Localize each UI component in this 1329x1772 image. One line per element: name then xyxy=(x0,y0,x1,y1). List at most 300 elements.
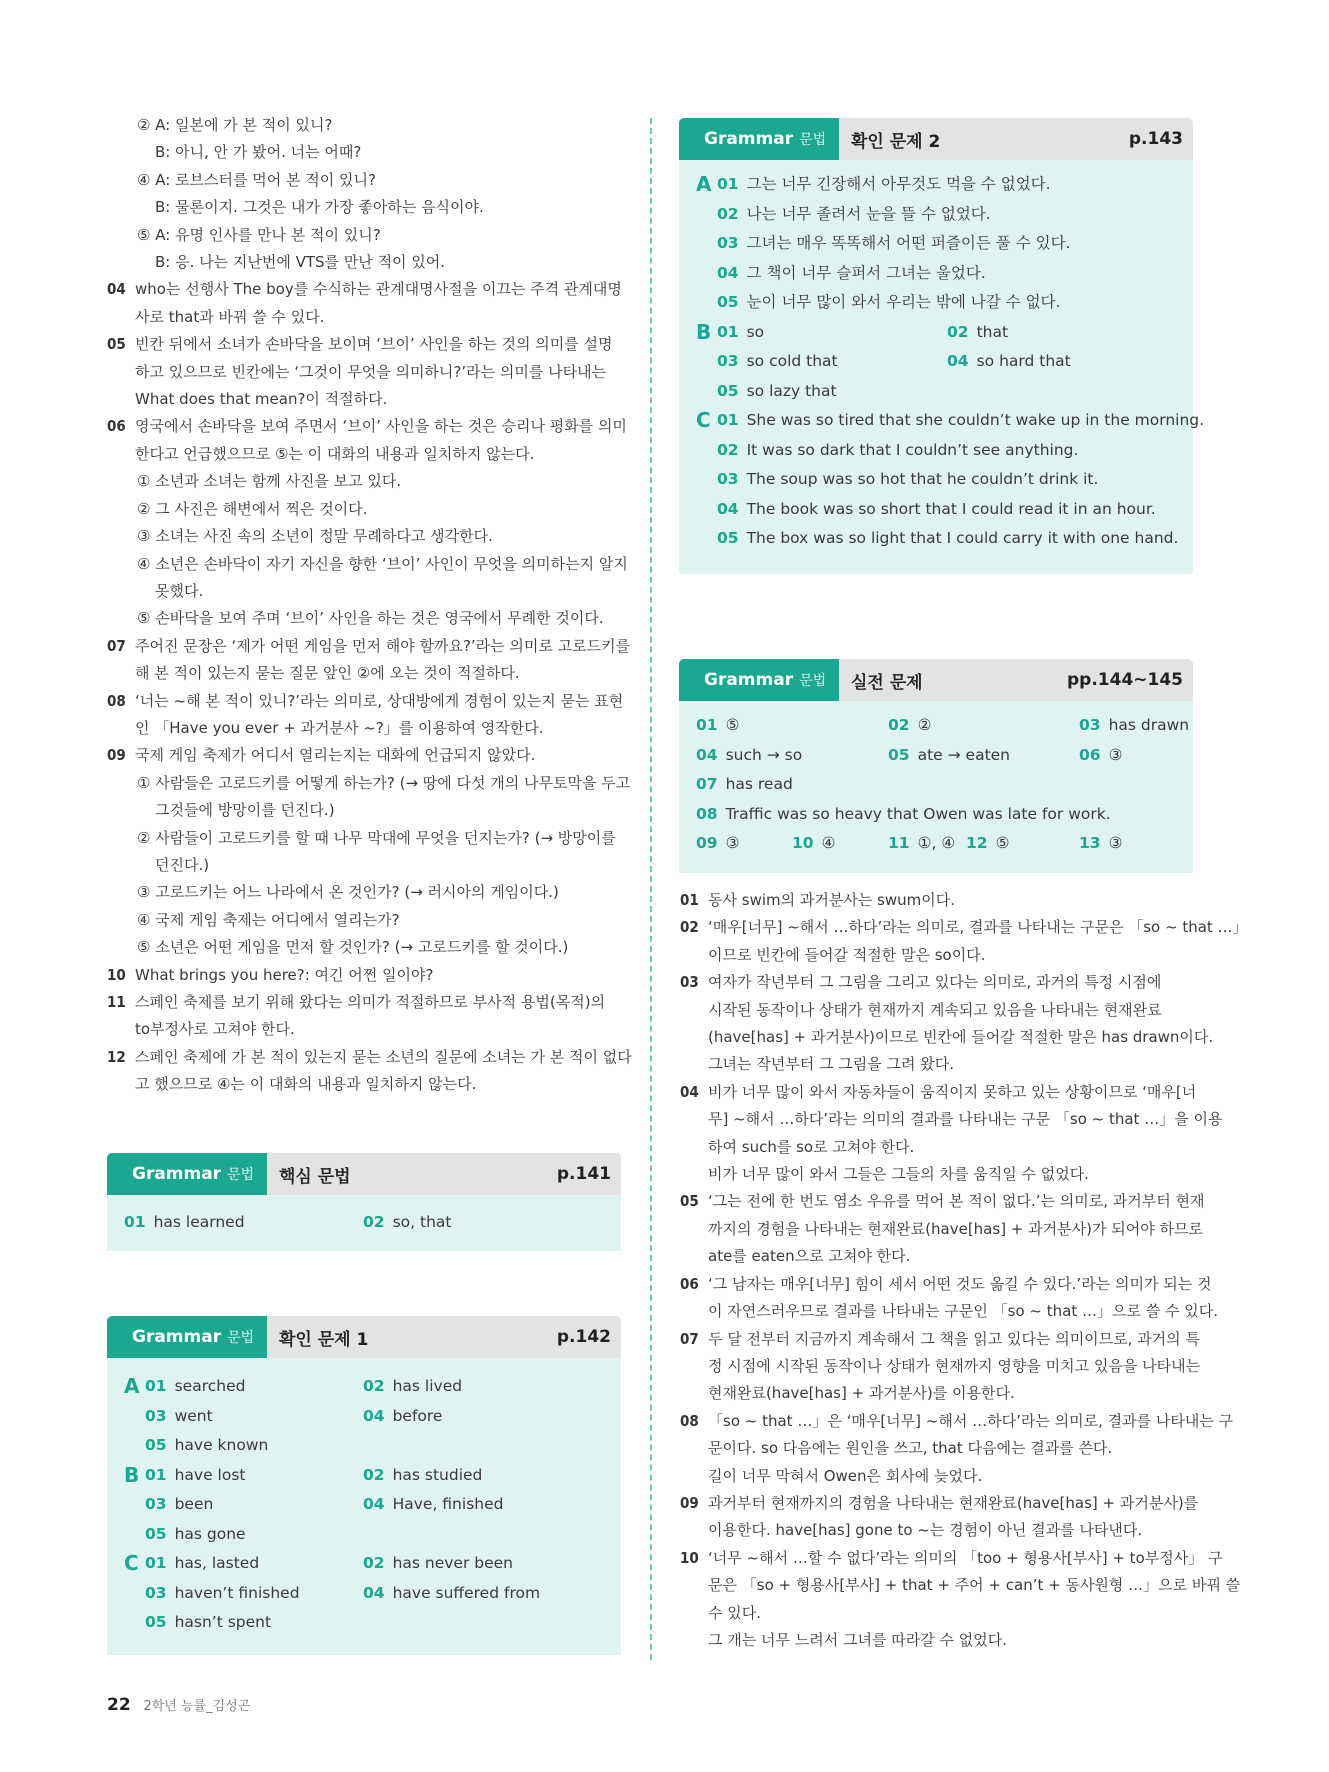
answer-item: 01 has learned xyxy=(124,1213,245,1231)
answer-text: 그녀는 작년부터 그 그림을 그려 왔다. xyxy=(708,1055,954,1074)
answer-text: ‘너는 ~해 본 적이 있니?’라는 의미로, 상대방에게 경험이 있는지 묻는 표현 xyxy=(135,691,624,710)
item-text: searched xyxy=(174,1377,246,1395)
answer-text: ④ 국제 게임 축제는 어디에서 열리는가? xyxy=(137,910,400,929)
section-label: C xyxy=(124,1551,139,1575)
answer-line xyxy=(680,1298,1219,1325)
answer-item xyxy=(145,1549,259,1579)
item-text: ①, ④ xyxy=(917,834,956,852)
question-number: 10 xyxy=(107,965,126,984)
item-text: has, lasted xyxy=(174,1554,260,1572)
item-text: The soup was so hot that he couldn’t drink it. xyxy=(746,470,1099,488)
answer-text: ‘그는 전에 한 번도 염소 우유를 먹어 본 적이 없다.’는 의미로, 과거부터 현재 xyxy=(708,1192,1205,1211)
answer-line xyxy=(680,1408,1234,1435)
answer-line xyxy=(680,1463,1195,1490)
item-text: have suffered from xyxy=(392,1583,541,1602)
answer-item xyxy=(363,1461,482,1491)
answer-line xyxy=(107,551,628,578)
answer-text: 길이 너무 막혀서 Owen은 회사에 늦었다. xyxy=(708,1466,983,1485)
question-number: 07 xyxy=(107,636,126,655)
answer-text: 사로 that과 바꿔 쓸 수 있다. xyxy=(135,307,325,326)
answer-row xyxy=(679,465,1193,495)
item-text: She was so tired that she couldn’t wake up in the morning. xyxy=(746,411,1205,429)
item-number: 01 xyxy=(717,175,739,193)
answer-line xyxy=(107,523,622,550)
answer-line xyxy=(680,1271,1212,1298)
answer-line xyxy=(107,1071,622,1098)
answer-line xyxy=(680,1243,1195,1270)
item-number: 03 xyxy=(717,234,739,252)
answer-item xyxy=(363,1549,513,1579)
answer-item xyxy=(966,829,1009,859)
item-text: ate → eaten xyxy=(917,745,1011,764)
page-footer xyxy=(107,1695,250,1715)
answer-text: 그것들에 방망이를 던진다.) xyxy=(155,801,335,820)
answer-item xyxy=(888,741,1010,771)
answer-item xyxy=(717,229,1070,259)
item-text: haven’t finished xyxy=(174,1583,300,1602)
answer-row xyxy=(679,770,1193,800)
answer-item xyxy=(717,524,1178,554)
item-number: 04 xyxy=(363,1495,385,1513)
question-number: 08 xyxy=(680,1411,699,1430)
box-check-2 xyxy=(679,118,1205,574)
answer-line xyxy=(107,715,622,742)
answer-item xyxy=(888,711,931,741)
item-number: 05 xyxy=(717,293,739,311)
item-number: 08 xyxy=(696,804,718,823)
answer-item xyxy=(717,495,1156,525)
answer-text: 해 본 적이 있는지 묻는 질문 앞인 ②에 오는 것이 적절하다. xyxy=(135,664,520,683)
answer-line xyxy=(107,879,622,906)
section-label: A xyxy=(124,1374,140,1398)
answer-text: 못했다. xyxy=(155,581,204,600)
item-number: 02 xyxy=(363,1554,385,1572)
answer-line xyxy=(107,304,622,331)
question-number: 08 xyxy=(107,691,126,710)
answer-item xyxy=(717,406,1204,436)
item-text: 그 책이 너무 슬퍼서 그녀는 울었다. xyxy=(746,263,986,282)
box-check-1 xyxy=(107,1316,621,1655)
box-header xyxy=(679,118,1193,160)
item-number: 03 xyxy=(717,470,739,488)
answer-line xyxy=(680,969,1195,996)
item-number: 03 xyxy=(145,1406,167,1425)
answer-text: ② 그 사진은 해변에서 찍은 것이다. xyxy=(137,499,368,518)
item-number: 05 xyxy=(717,529,739,547)
column-divider xyxy=(650,118,652,1660)
answer-text: 한다고 언급했으므로 ⑤는 이 대화의 내용과 일치하지 않는다. xyxy=(135,444,535,463)
answer-text: who는 선행사 The boy를 수식하는 관계대명사절을 이끄는 주격 관계대명 xyxy=(135,280,622,299)
answer-item xyxy=(363,1579,540,1609)
item-number: 11 xyxy=(888,834,910,852)
box-header xyxy=(107,1153,621,1195)
answer-line xyxy=(107,194,622,221)
answer-text: 스페인 축제에 가 본 적이 있는지 묻는 소년의 질문에 소녀는 가 본 적이 없다 xyxy=(135,1047,632,1066)
answer-line xyxy=(107,1044,632,1071)
answer-item xyxy=(947,347,1071,377)
item-text: ④ xyxy=(821,834,836,852)
box-header xyxy=(679,659,1193,701)
item-number: 02 xyxy=(363,1377,385,1395)
answer-text: ‘그 남자는 매우[너무] 힘이 세서 어떤 것도 옮길 수 있다.’라는 의미가 되는 것 xyxy=(708,1274,1212,1293)
box-page-ref: p.142 xyxy=(556,1327,611,1347)
answer-item xyxy=(363,1372,462,1402)
item-number: 04 xyxy=(947,352,969,370)
section-label: A xyxy=(696,172,712,196)
item-text: so lazy that xyxy=(746,381,837,400)
answer-line xyxy=(107,934,622,961)
answer-line xyxy=(107,249,622,276)
box-title: 확인 문제 1 xyxy=(279,1329,369,1350)
section-label: B xyxy=(124,1462,140,1487)
answer-row xyxy=(679,170,1193,200)
item-text: has drawn xyxy=(1108,716,1190,734)
question-number: 03 xyxy=(680,973,699,992)
box-title: 실전 문제 xyxy=(851,672,923,693)
question-number: 04 xyxy=(107,280,126,299)
item-number: 03 xyxy=(717,352,739,370)
answer-item xyxy=(145,1431,268,1461)
answer-text: ⑤ 소년은 어떤 게임을 먼저 할 것인가? (→ 고로드키를 할 것이다.) xyxy=(137,938,569,957)
footer-text: 2학년 능률_김성곤 xyxy=(143,1699,251,1714)
answer-row xyxy=(679,406,1205,436)
answer-row xyxy=(679,288,1193,318)
answer-line xyxy=(680,887,1195,914)
item-number: 01 xyxy=(696,716,718,734)
answer-line xyxy=(107,688,622,715)
item-text: has gone xyxy=(174,1524,246,1543)
answer-line xyxy=(107,962,622,989)
answer-text: 국제 게임 축제가 어디서 열리는지는 대화에 언급되지 않았다. xyxy=(135,746,536,765)
answer-line xyxy=(680,1216,1203,1243)
item-text: so xyxy=(746,322,765,341)
answer-item xyxy=(696,770,793,800)
answer-text: 고 했으므로 ④는 이 대화의 내용과 일치하지 않는다. xyxy=(135,1075,477,1094)
answer-row xyxy=(107,1402,621,1432)
answer-text: 현재완료(have[has] + 과거분사)를 이용한다. xyxy=(708,1384,1015,1403)
answer-text: 영국에서 손바닥을 보여 주면서 ‘브이’ 사인을 하는 것은 승리나 평화를 의미 xyxy=(135,417,627,436)
answer-line xyxy=(680,1600,1195,1627)
item-text: that xyxy=(976,322,1009,341)
question-number: 10 xyxy=(680,1548,699,1567)
answer-line xyxy=(107,578,622,605)
item-text: ② xyxy=(917,716,932,734)
answer-item xyxy=(888,829,955,859)
item-text: so cold that xyxy=(746,352,838,370)
answer-text: 빈칸 뒤에서 소녀가 손바닥을 보이며 ‘브이’ 사인을 하는 것의 의미를 설명 xyxy=(135,335,613,354)
question-number: 09 xyxy=(107,746,126,765)
item-text: The book was so short that I could read it in an hour. xyxy=(746,499,1156,518)
answer-line xyxy=(680,1106,1223,1133)
item-text: have lost xyxy=(174,1465,246,1484)
answer-line xyxy=(680,1490,1199,1517)
item-text: The box was so light that I could carry it with one hand. xyxy=(746,529,1179,547)
answer-line xyxy=(107,139,622,166)
answer-line xyxy=(107,413,627,440)
question-number: 06 xyxy=(107,417,126,436)
answer-line xyxy=(107,852,622,879)
answer-text: ⑤ A: 유명 인사를 만나 본 적이 있니? xyxy=(137,225,381,244)
answer-row xyxy=(107,1208,621,1238)
answer-line xyxy=(107,660,622,687)
answer-text: 수 있다. xyxy=(708,1603,762,1622)
answer-item xyxy=(792,829,835,859)
item-number: 05 xyxy=(145,1436,167,1454)
item-number: 04 xyxy=(363,1583,385,1602)
box-body xyxy=(679,160,1205,574)
section-label: B xyxy=(696,319,712,344)
answer-text: 던진다.) xyxy=(155,855,210,874)
grammar-tag: Grammar 문법 xyxy=(679,118,839,160)
answer-text: (have[has] + 과거분사)이므로 빈칸에 들어갈 적절한 말은 has drawn이다. xyxy=(708,1028,1214,1047)
item-number: 02 xyxy=(947,322,969,341)
answer-item xyxy=(696,829,739,859)
item-text: ③ xyxy=(1108,834,1123,852)
answer-text: ⑤ 손바닥을 보여 주며 ‘브이’ 사인을 하는 것은 영국에서 무례한 것이다. xyxy=(137,609,604,628)
item-text: 그는 너무 긴장해서 아무것도 먹을 수 없었다. xyxy=(746,175,1051,193)
item-number: 07 xyxy=(696,775,718,793)
item-number: 12 xyxy=(966,834,988,852)
answer-item xyxy=(717,318,764,348)
answer-text: B: 아니, 안 가 봤어. 너는 어때? xyxy=(155,143,362,162)
answer-line xyxy=(107,770,631,797)
item-text: have known xyxy=(174,1436,269,1454)
answer-text: 인 「Have you ever + 과거분사 ~?」를 이용하여 영작한다. xyxy=(135,718,544,737)
section-label: C xyxy=(696,408,711,432)
answer-row xyxy=(679,495,1193,525)
answer-line xyxy=(107,825,622,852)
answer-text: to부정사로 고쳐야 한다. xyxy=(135,1020,295,1039)
answer-text: ① 소년과 소녀는 함께 사진을 보고 있다. xyxy=(137,472,402,491)
item-text: Traffic was so heavy that Owen was late for work. xyxy=(725,804,1111,823)
answer-line xyxy=(680,1545,1223,1572)
answer-item xyxy=(145,1608,271,1638)
answer-text: 문이다. so 다음에는 원인을 쓰고, that 다음에는 결과를 쓴다. xyxy=(708,1439,1113,1458)
answer-line xyxy=(107,386,622,413)
answer-line xyxy=(680,1161,1195,1188)
answer-item xyxy=(145,1490,213,1520)
answer-item xyxy=(1079,829,1122,859)
grammar-tag: Grammar 문법 xyxy=(107,1316,267,1358)
answer-line xyxy=(107,331,622,358)
item-number: 09 xyxy=(696,834,718,852)
answer-line xyxy=(107,633,631,660)
answer-item: 02 so, that xyxy=(363,1213,452,1231)
question-number: 06 xyxy=(680,1274,699,1293)
item-text: went xyxy=(174,1406,213,1425)
answer-text: 까지의 경험을 나타내는 현재완료(have[has] + 과거분사)가 되어야 하므로 xyxy=(708,1219,1203,1238)
answer-text: 스페인 축제를 보기 위해 왔다는 의미가 적절하므로 부사적 용법(목적)의 xyxy=(135,993,606,1011)
answer-item xyxy=(717,436,1078,466)
item-number: 06 xyxy=(1079,745,1101,764)
box-title: 확인 문제 2 xyxy=(851,131,941,152)
item-text: ③ xyxy=(725,834,740,852)
answer-line xyxy=(107,989,622,1016)
question-number: 01 xyxy=(680,891,699,909)
answer-line xyxy=(680,1024,1214,1051)
answer-line xyxy=(107,496,622,523)
answer-row xyxy=(679,259,1193,289)
item-number: 05 xyxy=(888,745,910,764)
answer-item xyxy=(145,1402,213,1432)
answer-item xyxy=(717,465,1098,495)
answer-text: ④ 소년은 손바닥이 자기 자신을 향한 ‘브이’ 사인이 무엇을 의미하는지 알지 xyxy=(137,554,628,573)
box-practice xyxy=(679,659,1193,873)
answer-row xyxy=(679,524,1193,554)
item-number: 01 xyxy=(717,411,739,429)
answer-text: ④ A: 로브스터를 먹어 본 적이 있니? xyxy=(137,170,376,189)
answer-text: B: 응. 나는 지난번에 VTS를 만난 적이 있어. xyxy=(155,253,446,272)
answer-line xyxy=(680,1188,1205,1215)
answer-line xyxy=(107,112,622,139)
answer-row xyxy=(679,800,1193,830)
item-number: 13 xyxy=(1079,834,1101,852)
answer-line xyxy=(107,742,622,769)
answer-text: 시작된 동작이나 상태가 현재까지 계속되고 있음을 나타내는 현재완료 xyxy=(708,1000,1162,1019)
answer-row xyxy=(679,436,1193,466)
answer-line xyxy=(107,167,622,194)
answer-text: ② A: 일본에 가 본 적이 있니? xyxy=(137,116,333,134)
item-number: 02 xyxy=(888,716,910,734)
answer-line xyxy=(107,441,622,468)
question-number: 11 xyxy=(107,993,126,1011)
item-number: 05 xyxy=(145,1524,167,1543)
item-text: has lived xyxy=(392,1377,463,1395)
item-text: hasn’t spent xyxy=(174,1613,272,1631)
answer-text: 정 시점에 시작된 동작이나 상태가 현재까지 영향을 미치고 있음을 나타내는 xyxy=(708,1356,1201,1375)
answer-row xyxy=(107,1461,621,1491)
answer-line xyxy=(107,222,622,249)
item-text: has read xyxy=(725,775,793,793)
item-number: 05 xyxy=(717,381,739,400)
item-number: 03 xyxy=(145,1583,167,1602)
answer-row xyxy=(679,741,1193,771)
answer-item xyxy=(696,800,1111,830)
item-number: 04 xyxy=(717,499,739,518)
answer-text: 이용한다. have[has] gone to ~는 경험이 아닌 결과를 나타낸다. xyxy=(708,1521,1143,1540)
item-number: 04 xyxy=(363,1406,385,1425)
answer-text: B: 물론이지. 그것은 내가 가장 좋아하는 음식이야. xyxy=(155,198,484,217)
box-header xyxy=(107,1316,621,1358)
answer-item xyxy=(145,1372,245,1402)
answer-text: 동사 swim의 과거분사는 swum이다. xyxy=(708,891,956,909)
answer-line xyxy=(680,914,1248,941)
answer-item xyxy=(363,1402,442,1432)
answer-line xyxy=(107,468,622,495)
box-page-ref: p.143 xyxy=(1128,129,1183,149)
answer-line xyxy=(680,1353,1201,1380)
answer-row xyxy=(107,1372,621,1402)
answer-text: ③ 고로드키는 어느 나라에서 온 것인가? (→ 러시아의 게임이다.) xyxy=(137,883,559,902)
question-number: 09 xyxy=(680,1493,699,1512)
answer-item xyxy=(696,741,802,771)
answer-text: 과거부터 현재까지의 경험을 나타내는 현재완료(have[has] + 과거분사)를 xyxy=(708,1493,1199,1512)
box-page-ref: p.141 xyxy=(556,1164,611,1184)
box-core-grammar xyxy=(107,1153,621,1251)
answer-item xyxy=(717,170,1051,200)
answer-row xyxy=(679,711,1193,741)
box-page-ref: pp.144~145 xyxy=(1066,670,1183,690)
answer-item xyxy=(717,259,986,289)
item-text: so hard that xyxy=(976,352,1071,370)
question-number: 12 xyxy=(107,1047,126,1066)
answer-text: 하고 있으므로 빈칸에는 ‘그것이 무엇을 의미하니?’라는 의미를 나타내는 xyxy=(135,362,607,381)
question-number: 04 xyxy=(680,1082,699,1101)
answer-text: 두 달 전부터 지금까지 계속해서 그 책을 읽고 있다는 의미이므로, 과거의 특 xyxy=(708,1329,1200,1348)
answer-text: 하여 such를 so로 고쳐야 한다. xyxy=(708,1137,915,1156)
answer-item xyxy=(696,711,739,741)
item-text: ⑤ xyxy=(725,716,740,734)
answer-text: 무] ~해서 …하다’라는 의미의 결과를 나타내는 구문 「so ~ that …」을 이용 xyxy=(708,1110,1223,1129)
answer-text: 여자가 작년부터 그 그림을 그리고 있다는 의미로, 과거의 특정 시점에 xyxy=(708,973,1162,992)
item-text: been xyxy=(174,1495,214,1513)
answer-line xyxy=(107,797,622,824)
question-number: 02 xyxy=(680,918,699,937)
answer-line xyxy=(107,359,622,386)
answer-text: 이 자연스러우므로 결과를 나타내는 구문인 「so ~ that …」으로 쓸 수 있다. xyxy=(708,1302,1219,1321)
answer-row xyxy=(679,377,1193,407)
item-number: 03 xyxy=(145,1495,167,1513)
answer-line xyxy=(680,1380,1195,1407)
item-number: 03 xyxy=(1079,716,1101,734)
answer-line xyxy=(680,942,1195,969)
item-number: 01 xyxy=(145,1465,167,1484)
answer-row xyxy=(107,1431,621,1461)
answer-item xyxy=(1079,711,1189,741)
item-text: before xyxy=(392,1406,443,1425)
answer-line xyxy=(107,907,622,934)
answer-text: What does that mean?이 적절하다. xyxy=(135,390,388,409)
item-number: 02 xyxy=(363,1465,385,1484)
answer-text: 비가 너무 많이 와서 그들은 그들의 차를 움직일 수 없었다. xyxy=(708,1165,1089,1184)
answer-text: ‘너무 ~해서 …할 수 없다’라는 의미의 「too + 형용사[부사] + to부정사」 구 xyxy=(708,1548,1223,1567)
answer-text: ‘매우[너무] ~해서 …하다’라는 의미로, 결과를 나타내는 구문은 「so ~ that …」 xyxy=(708,918,1248,937)
answer-text: ate를 eaten으로 고쳐야 한다. xyxy=(708,1247,911,1266)
page-number: 22 xyxy=(107,1695,131,1715)
item-text: ③ xyxy=(1108,745,1123,764)
item-text: 나는 너무 졸려서 눈을 뜰 수 없었다. xyxy=(746,204,991,223)
answer-item xyxy=(145,1520,246,1550)
answer-row xyxy=(107,1490,621,1520)
answer-line xyxy=(107,605,622,632)
answer-item xyxy=(363,1490,503,1520)
answer-line xyxy=(680,997,1195,1024)
box-body xyxy=(107,1358,621,1655)
box-body xyxy=(107,1195,621,1251)
answer-line xyxy=(680,1051,1195,1078)
item-text: 그녀는 매우 똑똑해서 어떤 퍼즐이든 풀 수 있다. xyxy=(746,234,1071,252)
answer-item xyxy=(717,288,1060,318)
answer-line xyxy=(680,1627,1195,1654)
item-text: It was so dark that I couldn’t see anything. xyxy=(746,440,1079,459)
item-text: ⑤ xyxy=(995,834,1010,852)
answer-row xyxy=(679,200,1193,230)
answer-text: ③ 소녀는 사진 속의 소년이 정말 무례하다고 생각한다. xyxy=(137,527,493,546)
answer-text: ② 사람들이 고로드키를 할 때 나무 막대에 무엇을 던지는가? (→ 방망이를 xyxy=(137,828,616,847)
item-text: Have, finished xyxy=(392,1495,504,1513)
item-text: such → so xyxy=(725,745,803,764)
answer-text: 문은 「so + 형용사[부사] + that + 주어 + can’t + 동사원형 …」으로 바꿔 쓸 xyxy=(708,1576,1241,1595)
answer-text: 주어진 문장은 ‘제가 어떤 게임을 먼저 해야 할까요?’라는 의미로 고로드키를 xyxy=(135,636,631,655)
question-number: 05 xyxy=(680,1192,699,1211)
answer-line xyxy=(680,1326,1200,1353)
item-text: 눈이 너무 많이 와서 우리는 밖에 나갈 수 없다. xyxy=(746,293,1061,311)
item-number: 04 xyxy=(717,263,739,282)
answer-row xyxy=(107,1520,621,1550)
answer-item xyxy=(717,347,838,377)
item-number: 04 xyxy=(696,745,718,764)
answer-text: 비가 너무 많이 와서 자동차들이 움직이지 못하고 있는 상황이므로 ‘매우[너 xyxy=(708,1082,1197,1101)
